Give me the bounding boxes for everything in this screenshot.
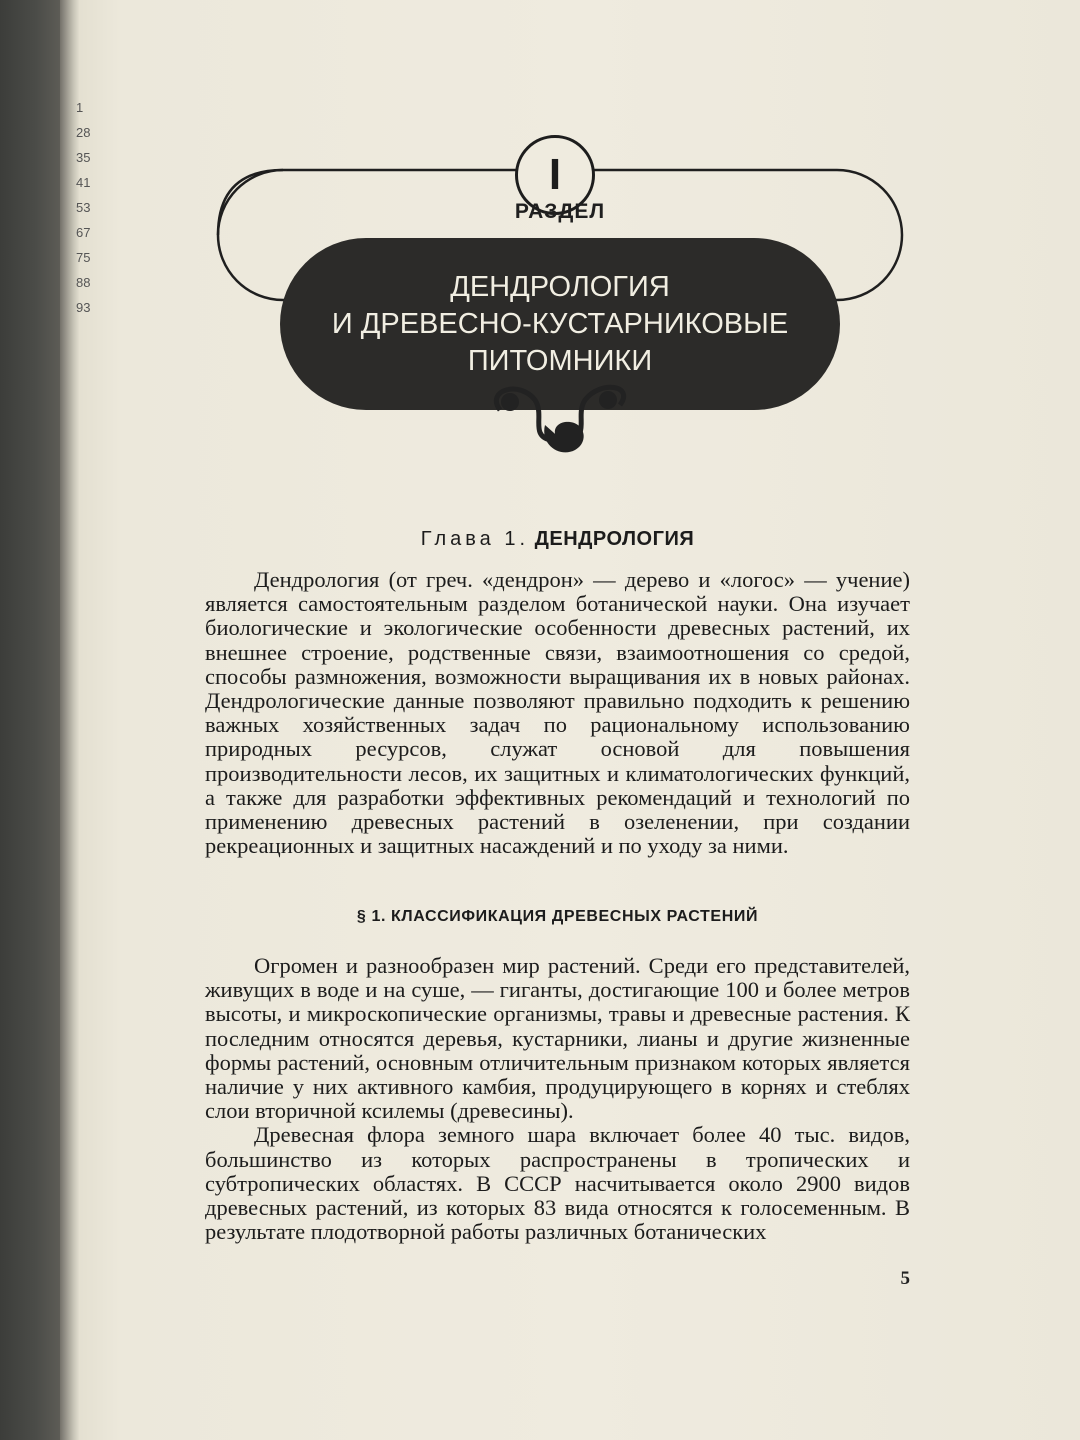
spine-mark: 93 xyxy=(76,300,91,315)
paragraph: Дендрология (от греч. «дендрон» — дерево и «логос» — учение) является самостоятельным разделом ботанической науки. Она изучает биологические и экологические особенности древесных растений, их внешнее строение, родственные связи, взаимоотношения со средой, способы размножения, возможности выращивания их в новых районах. Дендрологические данные позволяют правильно подходить к решению важных хозяйственных задач по рациональному использованию природных ресурсов, служат основой для повышения производительности лесов, их защитных и климатологических функций, а также для разработки эффективных рекомендаций и технологий по применению древесных растений в озеленении, при создании рекреационных и защитных насаждений и по уходу за ними. xyxy=(205,567,910,859)
section-banner xyxy=(210,130,910,460)
spine-mark: 67 xyxy=(76,225,91,240)
part-title-line: ДЕНДРОЛОГИЯ xyxy=(450,270,670,303)
part-numeral: I xyxy=(515,135,595,215)
chapter-prefix: Глава 1. xyxy=(420,528,530,550)
section-body xyxy=(205,954,910,1244)
part-title-line: ПИТОМНИКИ xyxy=(467,344,653,377)
book-cover xyxy=(0,0,60,1440)
chapter-title: ДЕНДРОЛОГИЯ xyxy=(534,528,695,550)
section-heading: § 1. КЛАССИФИКАЦИЯ ДРЕВЕСНЫХ РАСТЕНИЙ xyxy=(356,908,759,925)
part-label: РАЗДЕЛ xyxy=(514,200,606,223)
spine-mark: 28 xyxy=(76,125,91,140)
paragraph: Огромен и разнообразен мир растений. Среди его представителей, живущих в воде и на суше, — гиганты, достигающие 100 и более метров высоты, и микроскопические организмы, травы и древесные растения. К последним относятся деревья, кустарники, лианы и другие жизненные формы растений, основным отличительным признаком которых является наличие у них активного камбия, продуцирующего в корнях и стеблях слои вторичной ксилемы (древесины). xyxy=(205,953,910,1124)
spine-mark: 41 xyxy=(76,175,91,190)
chapter-heading xyxy=(205,528,910,551)
spine-mark: 53 xyxy=(76,200,91,215)
spine-mark: 35 xyxy=(76,150,91,165)
spine-mark: 88 xyxy=(76,275,91,290)
paragraph: Древесная флора земного шара включает более 40 тыс. видов, большинство из которых распространены в тропических и субтропических областях. В СССР насчитывается около 2900 видов древесных растений, из которых 83 вида относятся к голосеменным. В результате плодотворной работы различных ботанических xyxy=(205,1122,910,1245)
swirl-ornament-icon xyxy=(480,380,640,460)
part-title-line: И ДРЕВЕСНО-КУСТАРНИКОВЫЕ xyxy=(331,307,789,340)
spine-marks xyxy=(76,95,90,320)
intro-paragraph xyxy=(205,568,910,858)
spine-mark: 75 xyxy=(76,250,91,265)
spine-mark: 1 xyxy=(76,100,84,115)
page-number: 5 xyxy=(900,1268,910,1289)
